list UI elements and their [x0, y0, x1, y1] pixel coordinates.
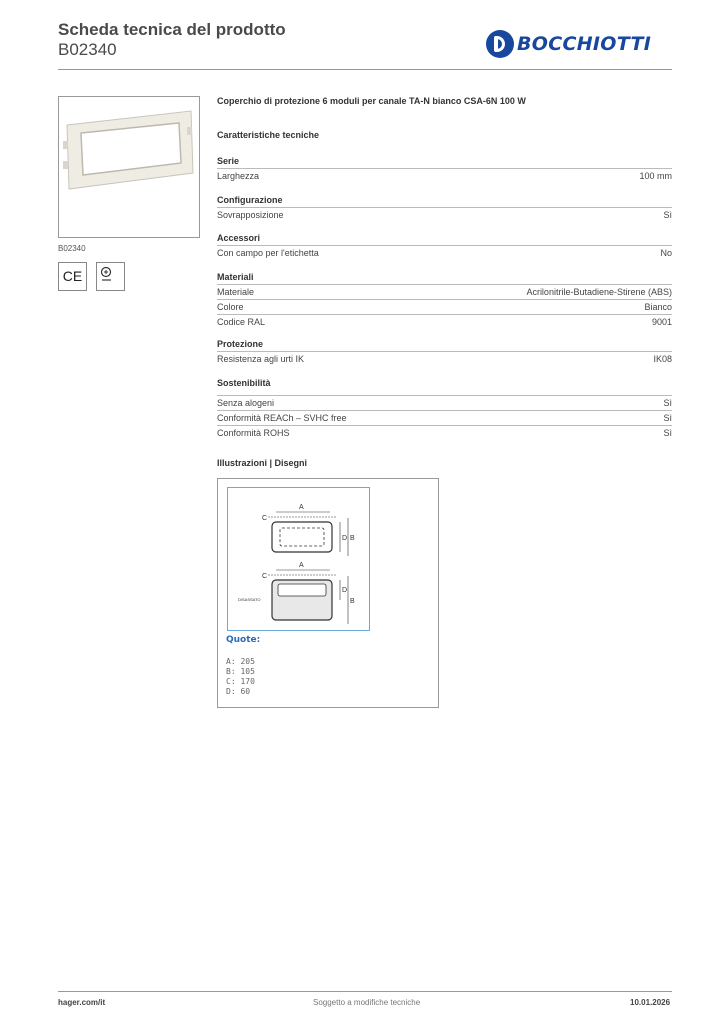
- ce-mark-icon: CE: [58, 262, 87, 291]
- spec-row: [217, 284, 672, 299]
- dim-label: B: [350, 535, 355, 542]
- spec-row: [217, 314, 672, 329]
- product-image: [58, 96, 200, 238]
- header-divider: [58, 69, 672, 70]
- bocchiotti-logo: [486, 30, 651, 58]
- quote-line: D: 60: [226, 687, 251, 696]
- spec-value: Sì: [663, 413, 672, 423]
- footer-website: hager.com/it: [58, 998, 106, 1007]
- logo-mark-icon: [486, 30, 514, 58]
- spec-value: Bianco: [644, 302, 672, 312]
- spec-row: [217, 395, 672, 410]
- illustrations-title: Illustrazioni | Disegni: [217, 458, 308, 468]
- spec-row: [217, 425, 672, 440]
- dim-label: A: [299, 562, 304, 569]
- spec-label: Conformità ROHS: [217, 428, 290, 438]
- spec-value: IK08: [653, 354, 672, 364]
- product-title: Coperchio di protezione 6 moduli per canale TA-N bianco CSA-6N 100 W: [217, 96, 526, 106]
- spec-label: Codice RAL: [217, 317, 266, 327]
- dim-label: A: [299, 504, 304, 511]
- dim-label: C: [262, 515, 268, 522]
- section-title: Caratteristiche tecniche: [217, 130, 320, 140]
- spec-row: [217, 410, 672, 425]
- group-title-serie: Serie: [217, 156, 240, 166]
- quote-line: C: 170: [226, 677, 255, 686]
- side-label: DISASSATO: [238, 597, 261, 602]
- spec-value: Sì: [663, 428, 672, 438]
- spec-value: Sì: [663, 210, 672, 220]
- spec-row: [217, 299, 672, 314]
- spec-row: [217, 245, 672, 260]
- dim-label: D: [342, 587, 348, 594]
- spec-label: Conformità REACh – SVHC free: [217, 413, 347, 423]
- footer-date: 10.01.2026: [630, 998, 671, 1007]
- spec-label: Con campo per l'etichetta: [217, 248, 319, 258]
- dim-label: D: [342, 535, 348, 542]
- spec-label: Materiale: [217, 287, 255, 297]
- dimension-drawing: [227, 487, 370, 631]
- spec-value: Sì: [663, 398, 672, 408]
- spec-value: No: [660, 248, 672, 258]
- spec-row: [217, 168, 672, 183]
- quote-title: Quote:: [226, 635, 261, 645]
- spec-label: Larghezza: [217, 171, 260, 181]
- spec-row: [217, 207, 672, 222]
- group-title-configurazione: Configurazione: [217, 195, 283, 205]
- dim-label: C: [262, 573, 268, 580]
- dim-label: B: [350, 598, 355, 605]
- spec-label: Sovrapposizione: [217, 210, 284, 220]
- page-title: Scheda tecnica del prodotto: [58, 20, 286, 39]
- spec-value: 9001: [651, 317, 672, 327]
- group-title-protezione: Protezione: [217, 339, 264, 349]
- header: [58, 20, 286, 60]
- spec-row: [217, 351, 672, 366]
- spec-label: Senza alogeni: [217, 398, 275, 408]
- logo-wordmark: BOCCHIOTTI: [517, 33, 652, 55]
- spec-value: Acrilonitrile-Butadiene-Stirene (ABS): [526, 287, 672, 297]
- quote-line: B: 105: [226, 667, 255, 676]
- footer-divider: [58, 991, 672, 992]
- photo-caption: B02340: [58, 244, 86, 253]
- technical-drawing-box: [217, 478, 439, 708]
- product-code: B02340: [58, 40, 117, 59]
- spec-label: Colore: [217, 302, 244, 312]
- footer-disclaimer: Soggetto a modifiche tecniche: [313, 998, 421, 1007]
- group-title-materiali: Materiali: [217, 272, 254, 282]
- group-title-accessori: Accessori: [217, 233, 261, 243]
- certification-mark-icon: [96, 262, 125, 291]
- quote-line: A: 205: [226, 657, 255, 666]
- spec-label: Resistenza agli urti IK: [217, 354, 305, 364]
- group-title-sostenibilita: Sostenibilità: [217, 378, 271, 388]
- spec-value: 100 mm: [639, 171, 672, 181]
- product-frame-illustration: [59, 97, 199, 237]
